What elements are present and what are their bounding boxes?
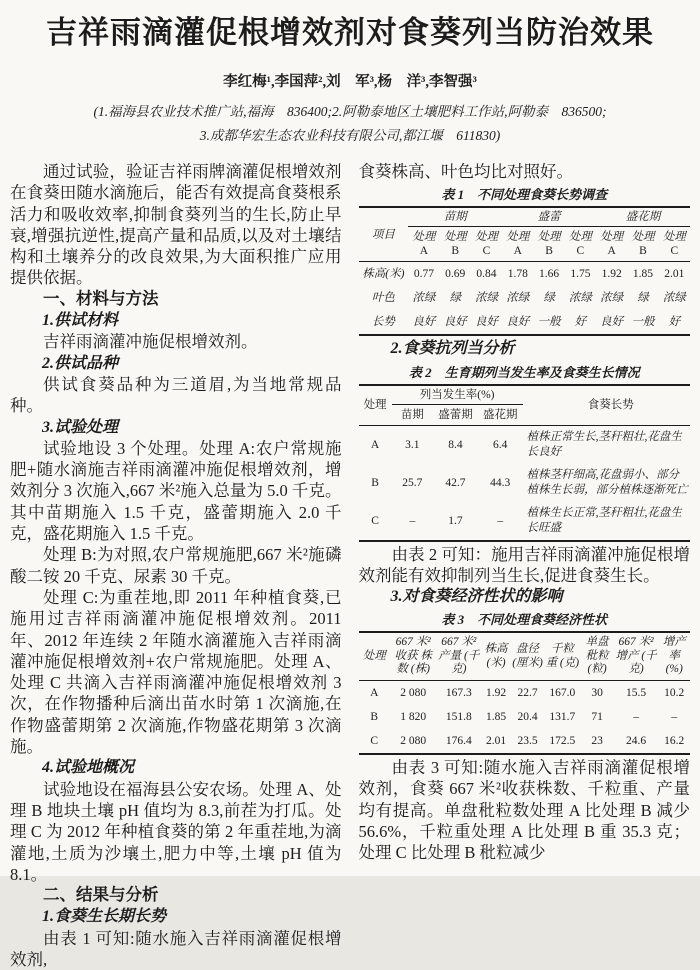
t1-group-seedling: 苗期	[408, 207, 502, 227]
t3-header-yield: 667 米² 产量 (千克)	[436, 632, 481, 680]
t3-cell: 167.3	[445, 686, 472, 699]
t2-data-row	[359, 502, 691, 541]
affiliation-line-2: 3.成都华宏生态农业科技有限公司,都江堰 611830)	[199, 128, 501, 143]
affiliation-line-1: (1.福海县农业技术推广站,福海 836400;2.阿勒泰地区土壤肥料工作站,阿勒泰 836500;	[93, 104, 607, 119]
t3-cell: 71	[591, 710, 603, 723]
paper-title: 吉祥雨滴灌促根增效剂对食葵列当防治效果	[46, 15, 654, 50]
t3-cell: 172.5	[549, 734, 576, 747]
t1-cell: 一般	[537, 316, 561, 329]
table-economic-traits	[359, 631, 691, 755]
t2-subheader-seedling: 苗期	[392, 404, 433, 425]
t1-subheader-letter: A	[419, 245, 429, 258]
t3-cell: 2 080	[400, 686, 427, 699]
t2-data-row	[359, 464, 691, 502]
t1-cell: 一般	[631, 316, 655, 329]
t1-subheader-word: 处理	[537, 231, 561, 244]
table-growth-survey	[359, 206, 691, 336]
t3-header-treatment: 处理	[359, 632, 390, 680]
t2-subheader-budding: 盛蕾期	[433, 404, 478, 425]
t1-cell: 1.75	[570, 268, 591, 281]
t1-subheader-letter: C	[482, 245, 491, 258]
t1-row-label: 叶色	[371, 292, 395, 305]
t2-group-row	[359, 385, 691, 405]
t3-data-row	[359, 705, 691, 729]
authors-line: 李红梅¹,李国萍²,刘 军³,杨 洋³,李智强³	[223, 74, 477, 90]
t1-subheader-word: 处理	[474, 231, 498, 244]
table2-note-paragraph: 由表 2 可知：施用吉祥雨滴灌冲施促根增效剂能有效抑制列当生长,促进食葵生长。	[358, 544, 690, 585]
subsection-site: 4.试验地概况	[42, 759, 135, 777]
t1-subheader	[533, 227, 564, 262]
t1-subheader	[659, 227, 690, 262]
intro-paragraph: 通过试验，验证吉祥雨牌滴灌促根增效剂在食葵田随水滴施后，能否有效提高食葵根系活力和吸收效率,抑制食葵列当的生长,防止早衰,增强抗逆性,提高产量和品质,以及对土壤结构和土壤养分的改良效果,为大面积推广应用提供依据。	[10, 162, 342, 288]
t1-subheader-word: 处理	[631, 231, 655, 244]
t3-row-label: A	[370, 686, 379, 699]
t2-subheader-flowering: 盛花期	[478, 404, 523, 425]
t1-cell: 良好	[412, 316, 436, 329]
t3-data-row	[359, 729, 691, 754]
subsection-variety: 2.供试品种	[42, 354, 119, 372]
t1-subheader-row	[359, 227, 691, 262]
t3-header-1000seed: 千粒 重 (克)	[544, 632, 580, 680]
left-column	[10, 161, 342, 970]
t3-cell: 167.0	[549, 686, 576, 699]
table3-note-paragraph: 由表 3 可知:随水施入吉祥雨滴灌促根增效剂，食葵 667 米²收获株数、千粒重、产量均有提高。单盘秕粒数处理 A 比处理 B 减少 56.6%，千粒重处理 A 比处理 B 重 35.3 克；处理 C 比处理 B 秕粒减少	[358, 757, 690, 863]
subsection-materials: 1.供试材料	[42, 312, 119, 330]
t1-cell: 1.85	[632, 268, 654, 281]
section-heading-results: 二、结果与分析	[43, 886, 159, 905]
treatment-a-paragraph: 试验地设 3 个处理。处理 A:农户常规施肥+随水滴施吉祥雨滴灌冲施促根增效剂，增效剂分 3 次施入,667 米²施入总量为 5.0 千克。其中苗期施入 1.5 千克，盛蕾期施入 2.0 千克，盛花期施入 1.5 千克。	[10, 438, 342, 544]
t3-cell: 2 080	[400, 734, 427, 747]
materials-paragraph: 吉祥雨滴灌冲施促根增效剂。	[43, 332, 258, 352]
t3-cell: –	[671, 710, 678, 723]
variety-paragraph: 供试食葵品种为三道眉,为当地常规品种。	[10, 374, 342, 416]
t3-cell: 151.8	[445, 710, 472, 723]
t3-header-empty-seeds: 单盘 秕粒 (粒)	[581, 632, 614, 680]
t3-cell: 15.5	[626, 686, 647, 699]
t3-cell: 131.7	[549, 710, 576, 723]
t1-cell: 绿	[637, 292, 649, 305]
treatment-b-paragraph: 处理 B:为对照,农户常规施肥,667 米²施磷酸二铵 20 千克、尿素 30 千克。	[10, 545, 342, 586]
t1-subheader	[408, 227, 439, 262]
t1-subheader-word: 处理	[412, 231, 436, 244]
t1-cell: 0.84	[476, 268, 497, 281]
t1-cell: 浓绿	[506, 292, 530, 305]
t1-cell: 好	[668, 316, 681, 329]
t2-cell: 1.7	[448, 514, 463, 527]
t2-cell: 25.7	[402, 476, 423, 489]
t2-row-label: C	[371, 514, 379, 527]
right-column	[359, 161, 691, 970]
t3-cell: –	[633, 710, 639, 723]
t1-cell: 浓绿	[568, 292, 592, 305]
t1-cell: 1.66	[539, 268, 560, 281]
t3-cell: 1.85	[485, 710, 507, 723]
t3-header-increase: 667 米² 增产 (千克)	[614, 632, 659, 680]
section-heading-methods: 一、材料与方法	[43, 289, 159, 308]
t2-cell: –	[497, 514, 504, 527]
subsection-broomrape: 2.食葵抗列当分析	[390, 340, 515, 358]
t3-cell: 1 820	[400, 710, 427, 723]
t3-cell: 22.7	[517, 686, 538, 699]
t3-header-row	[359, 632, 691, 680]
t1-data-row	[359, 286, 691, 310]
t1-cell: 绿	[449, 292, 461, 305]
t2-data-row	[359, 425, 691, 464]
t2-header-treatment: 处理	[359, 385, 392, 426]
two-column-body	[10, 161, 690, 970]
t1-cell: 浓绿	[600, 292, 624, 305]
t3-cell: 176.4	[445, 734, 472, 747]
t1-subheader-word: 处理	[568, 231, 592, 244]
t3-row-label: B	[370, 710, 379, 723]
t1-subheader	[471, 227, 502, 262]
t1-group-row	[359, 207, 691, 227]
t1-cell: 浓绿	[474, 292, 498, 305]
t3-header-height: 株高 (米)	[481, 632, 511, 680]
t1-subheader-letter: A	[607, 245, 616, 258]
t3-cell: 23	[591, 734, 603, 747]
t1-data-row	[359, 262, 691, 287]
t1-cell: 良好	[474, 316, 498, 329]
t1-cell: 2.01	[664, 268, 685, 281]
t1-subheader	[502, 227, 533, 262]
t2-row-label: A	[370, 438, 380, 451]
t1-subheader-letter: B	[545, 245, 553, 258]
t1-cell: 1.92	[601, 268, 622, 281]
t1-cell: 良好	[443, 316, 467, 329]
t1-cell: 0.69	[445, 268, 466, 281]
t1-cell: 绿	[543, 292, 555, 305]
subsection-economic: 3.对食葵经济性状的影响	[390, 588, 563, 606]
site-paragraph: 试验地设在福海县公安农场。处理 A、处理 B 地块土壤 pH 值均为 8.3,前茬为打瓜。处理 C 为 2012 年种植食葵的第 2 年重茬地,为滴灌地,土质为沙壤土,肥力中等,土壤 pH 值为 8.1。	[10, 779, 342, 884]
t1-row-label: 株高(米)	[362, 268, 405, 281]
t1-header-item: 项目	[359, 207, 409, 262]
t3-header-increase-rate: 增产 率 (%)	[658, 632, 690, 680]
growth-paragraph-continued: 食葵株高、叶色均比对照好。	[358, 162, 573, 181]
t2-growth-desc: 植株生长正常,茎秆粗壮,花盘生长旺盛	[526, 506, 682, 534]
t1-cell: 好	[574, 316, 587, 329]
t1-cell: 浓绿	[412, 292, 436, 305]
t3-row-label: C	[370, 734, 379, 747]
t3-cell: 16.2	[664, 734, 685, 747]
t2-growth-desc: 植株茎秆细高,花盘弱小、部分植株生长弱，部分植株逐渐死亡	[526, 468, 688, 496]
t1-subheader-letter: B	[451, 245, 460, 258]
t3-data-row	[359, 680, 691, 705]
t1-subheader	[627, 227, 658, 262]
t3-cell: 20.4	[517, 710, 538, 723]
t3-header-diameter: 盘径 (厘米)	[511, 632, 544, 680]
subsection-growth: 1.食葵生长期长势	[42, 908, 167, 926]
t1-data-row	[359, 310, 691, 335]
table1-caption: 表 1 不同处理食葵长势调查	[441, 187, 608, 203]
treatment-c-paragraph: 处理 C:为重茬地,即 2011 年种植食葵,已施用过吉祥雨滴灌冲施促根增效剂。2011 年、2012 年连续 2 年随水滴灌施入吉祥雨滴灌冲施促根增效剂+农户常规施肥。处理 A、处理 C 共滴入吉祥雨滴灌冲施促根增效剂 3 次，在作物播种后滴出苗水时第 1 次滴施,在作物盛蕾期第 2 次滴施,作物盛花期第 3 次滴施。	[10, 587, 342, 757]
t2-row-label: B	[371, 476, 379, 489]
t3-cell: 2.01	[485, 734, 507, 747]
t1-group-flowering: 盛花期	[596, 207, 690, 227]
t1-cell: 1.78	[507, 268, 528, 281]
t2-cell: 3.1	[405, 438, 420, 451]
t3-header-plants: 667 米² 收获 株数 (株)	[390, 632, 436, 680]
t2-cell: 42.7	[445, 476, 466, 489]
t1-group-budding: 盛蕾	[502, 207, 596, 227]
t3-cell: 10.2	[664, 686, 685, 699]
subsection-treatment: 3.试验处理	[42, 418, 119, 436]
t2-group-incidence: 列当发生率(%)	[392, 385, 523, 405]
t2-header-growth: 食葵长势	[523, 385, 690, 426]
table2-caption: 表 2 生育期列当发生率及食葵生长情况	[408, 364, 640, 380]
t2-growth-desc: 植株正常生长,茎秆粗壮,花盘生长良好	[526, 430, 682, 458]
t2-cell: 6.4	[493, 438, 508, 451]
growth-paragraph-start: 由表 1 可知:随水施入吉祥雨滴灌促根增效剂,	[10, 928, 342, 969]
t1-subheader-word: 处理	[600, 231, 624, 244]
t1-subheader-letter: A	[513, 245, 522, 258]
t1-subheader-word: 处理	[443, 231, 467, 244]
t3-cell: 24.6	[626, 734, 647, 747]
t1-cell: 0.77	[413, 268, 434, 281]
t3-cell: 30	[591, 686, 603, 699]
table-broomrape-incidence	[359, 384, 691, 542]
table3-caption: 表 3 不同处理食葵经济性状	[441, 612, 608, 628]
t1-subheader-letter: C	[670, 245, 679, 258]
t1-subheader-word: 处理	[662, 231, 686, 244]
t2-cell: 44.3	[490, 476, 511, 489]
t1-cell: 良好	[600, 316, 624, 329]
t1-subheader-word: 处理	[506, 231, 530, 244]
t2-cell: –	[409, 514, 416, 527]
t2-cell: 8.4	[448, 438, 463, 451]
t1-row-label: 长势	[371, 316, 395, 329]
t3-cell: 1.92	[485, 686, 507, 699]
t1-subheader	[596, 227, 627, 262]
t1-subheader-letter: B	[639, 245, 647, 258]
t3-cell: 23.5	[517, 734, 538, 747]
t1-subheader	[440, 227, 471, 262]
t1-cell: 浓绿	[662, 292, 686, 305]
t1-cell: 良好	[506, 316, 530, 329]
t1-subheader-letter: C	[576, 245, 585, 258]
t1-subheader	[565, 227, 596, 262]
